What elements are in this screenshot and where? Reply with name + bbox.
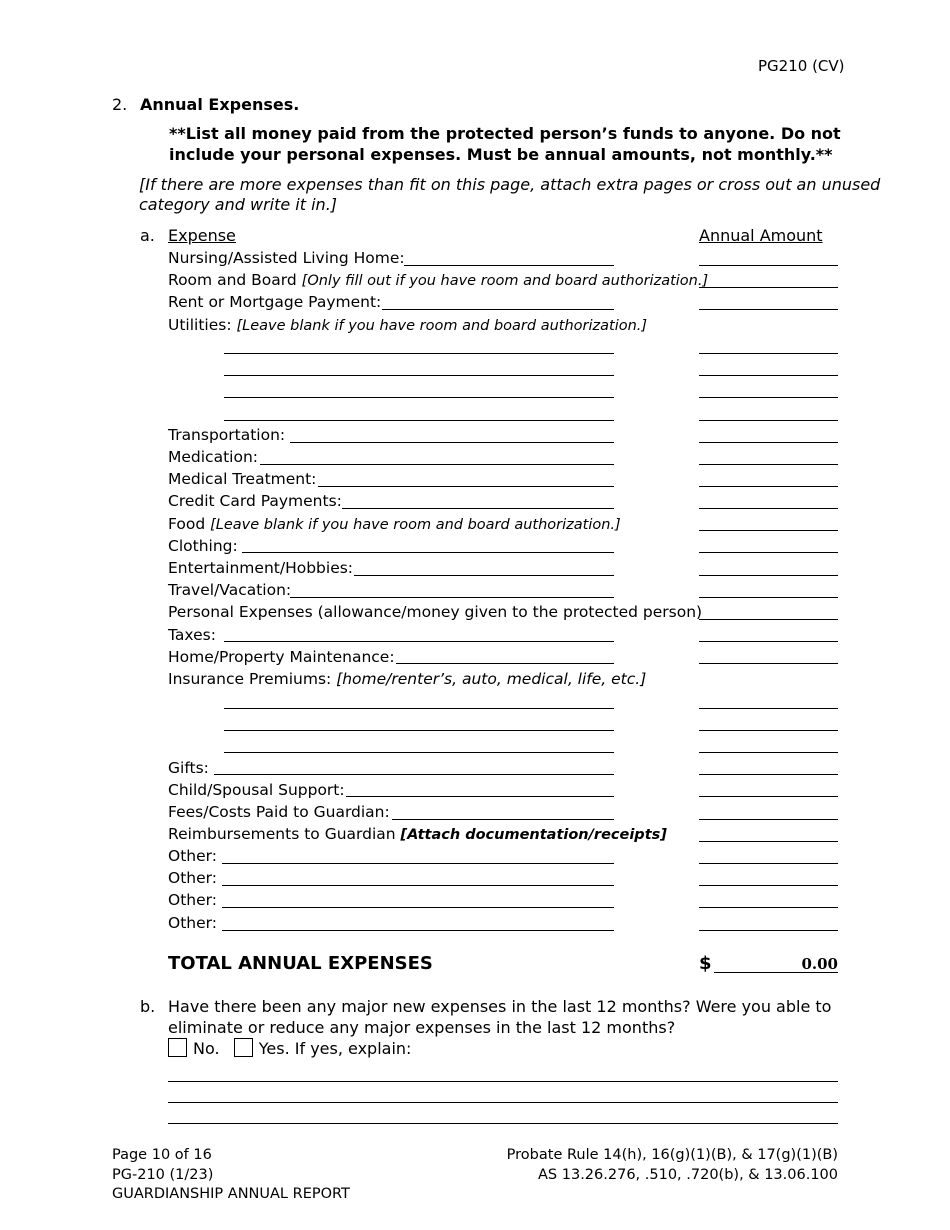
insurance-line-1[interactable] xyxy=(224,708,614,709)
footer-title: GUARDIANSHIP ANNUAL REPORT xyxy=(112,1186,350,1202)
clothing-amount-field[interactable] xyxy=(699,552,838,553)
explain-line-2[interactable] xyxy=(168,1102,838,1103)
medication-label: Medication: xyxy=(168,448,258,466)
child-support-amount-field[interactable] xyxy=(699,796,838,797)
other-label-3: Other: xyxy=(168,891,217,909)
utilities-note: [Leave blank if you have room and board authorization.] xyxy=(236,318,648,334)
reimbursements-note: [Attach documentation/receipts] xyxy=(400,827,667,843)
other-description-field-4[interactable] xyxy=(222,930,614,931)
personal-expenses-amount-field[interactable] xyxy=(699,619,838,620)
yes-label: Yes. If yes, explain: xyxy=(258,1039,412,1058)
reimbursements-label: Reimbursements to Guardian [Attach documentation/receipts] xyxy=(168,825,667,843)
clothing-description-field[interactable] xyxy=(242,552,614,553)
credit-card-amount-field[interactable] xyxy=(699,508,838,509)
utilities-line-1[interactable] xyxy=(224,353,614,354)
food-label: Food [Leave blank if you have room and board authorization.] xyxy=(168,515,621,533)
medical-treatment-description-field[interactable] xyxy=(318,486,614,487)
annual-amount-column-header: Annual Amount xyxy=(699,226,823,245)
transportation-label: Transportation: xyxy=(168,426,286,444)
other-label-1: Other: xyxy=(168,847,217,865)
taxes-label: Taxes: xyxy=(168,626,216,644)
insurance-amount-3[interactable] xyxy=(699,752,838,753)
fees-description-field[interactable] xyxy=(392,819,614,820)
nursing-description-field[interactable] xyxy=(404,265,614,266)
clothing-label: Clothing: xyxy=(168,537,238,555)
home-maintenance-description-field[interactable] xyxy=(396,663,614,664)
personal-expenses-label: Personal Expenses (allowance/money given to the protected person) xyxy=(168,603,703,621)
medical-treatment-label: Medical Treatment: xyxy=(168,470,317,488)
other-description-field-2[interactable] xyxy=(222,885,614,886)
other-amount-field-1[interactable] xyxy=(699,863,838,864)
travel-label: Travel/Vacation: xyxy=(168,581,292,599)
medical-treatment-amount-field[interactable] xyxy=(699,486,838,487)
part-b-question-line-2: eliminate or reduce any major expenses in the last 12 months? xyxy=(168,1018,676,1037)
other-description-field-1[interactable] xyxy=(222,863,614,864)
utilities-line-4[interactable] xyxy=(224,420,614,421)
home-maintenance-label: Home/Property Maintenance: xyxy=(168,648,395,666)
food-amount-field[interactable] xyxy=(699,530,838,531)
utilities-amount-4[interactable] xyxy=(699,420,838,421)
gifts-amount-field[interactable] xyxy=(699,774,838,775)
rent-label: Rent or Mortgage Payment: xyxy=(168,293,382,311)
explain-line-3[interactable] xyxy=(168,1123,838,1124)
fees-label: Fees/Costs Paid to Guardian: xyxy=(168,803,390,821)
utilities-line-3[interactable] xyxy=(224,397,614,398)
travel-description-field[interactable] xyxy=(290,597,614,598)
total-amount-value: 0.00 xyxy=(801,955,838,973)
reimbursements-amount-field[interactable] xyxy=(699,841,838,842)
footer-statutes: AS 13.26.276, .510, .720(b), & 13.06.100 xyxy=(538,1167,838,1183)
other-amount-field-4[interactable] xyxy=(699,930,838,931)
yes-checkbox[interactable] xyxy=(234,1038,253,1057)
taxes-amount-field[interactable] xyxy=(699,641,838,642)
rent-amount-field[interactable] xyxy=(699,309,838,310)
part-b-marker: b. xyxy=(140,997,156,1016)
child-support-description-field[interactable] xyxy=(346,796,614,797)
no-label: No. xyxy=(193,1039,220,1058)
utilities-amount-2[interactable] xyxy=(699,375,838,376)
insurance-note: [home/renter’s, auto, medical, life, etc.] xyxy=(336,670,647,688)
entertainment-label: Entertainment/Hobbies: xyxy=(168,559,354,577)
room-board-note: [Only fill out if you have room and board authorization.] xyxy=(301,273,709,289)
expense-column-header: Expense xyxy=(168,226,236,245)
total-label: TOTAL ANNUAL EXPENSES xyxy=(168,953,433,974)
credit-card-description-field[interactable] xyxy=(342,508,614,509)
other-amount-field-2[interactable] xyxy=(699,885,838,886)
insurance-amount-1[interactable] xyxy=(699,708,838,709)
part-a-marker: a. xyxy=(140,226,155,245)
entertainment-amount-field[interactable] xyxy=(699,575,838,576)
other-label-4: Other: xyxy=(168,914,217,932)
entertainment-description-field[interactable] xyxy=(354,575,614,576)
credit-card-label: Credit Card Payments: xyxy=(168,492,342,510)
room-board-label: Room and Board [Only fill out if you have room and board authorization.] xyxy=(168,271,709,289)
total-currency: $ xyxy=(699,953,712,974)
other-label-2: Other: xyxy=(168,869,217,887)
utilities-amount-3[interactable] xyxy=(699,397,838,398)
other-description-field-3[interactable] xyxy=(222,907,614,908)
child-support-label: Child/Spousal Support: xyxy=(168,781,345,799)
note-line-1: [If there are more expenses than fit on this page, attach extra pages or cross out an unused xyxy=(139,175,881,194)
explain-line-1[interactable] xyxy=(168,1081,838,1082)
part-b-question-line-1: Have there been any major new expenses in the last 12 months? Were you able to xyxy=(168,997,832,1016)
section-title: Annual Expenses. xyxy=(140,95,300,114)
insurance-line-3[interactable] xyxy=(224,752,614,753)
medication-description-field[interactable] xyxy=(260,464,614,465)
insurance-amount-2[interactable] xyxy=(699,730,838,731)
footer-page: Page 10 of 16 xyxy=(112,1147,212,1163)
gifts-label: Gifts: xyxy=(168,759,209,777)
instruction-line-1: **List all money paid from the protected person’s funds to anyone. Do not xyxy=(169,124,841,143)
food-note: [Leave blank if you have room and board authorization.] xyxy=(210,517,621,533)
nursing-amount-field[interactable] xyxy=(699,265,838,266)
section-number: 2. xyxy=(112,95,128,114)
instruction-line-2: include your personal expenses. Must be annual amounts, not monthly.** xyxy=(169,145,833,164)
utilities-amount-1[interactable] xyxy=(699,353,838,354)
home-maintenance-amount-field[interactable] xyxy=(699,663,838,664)
fees-amount-field[interactable] xyxy=(699,819,838,820)
room-board-amount-field[interactable] xyxy=(699,287,838,288)
rent-description-field[interactable] xyxy=(382,309,614,310)
travel-amount-field[interactable] xyxy=(699,597,838,598)
no-checkbox[interactable] xyxy=(168,1038,187,1057)
form-code: PG210 (CV) xyxy=(758,57,845,75)
transportation-amount-field[interactable] xyxy=(699,442,838,443)
footer-form: PG-210 (1/23) xyxy=(112,1167,214,1183)
nursing-label: Nursing/Assisted Living Home: xyxy=(168,249,405,267)
taxes-description-field[interactable] xyxy=(224,641,614,642)
transportation-description-field[interactable] xyxy=(290,442,614,443)
utilities-line-2[interactable] xyxy=(224,375,614,376)
footer-rules: Probate Rule 14(h), 16(g)(1)(B), & 17(g)(1)(B) xyxy=(506,1147,838,1163)
insurance-line-2[interactable] xyxy=(224,730,614,731)
note-line-2: category and write it in.] xyxy=(139,195,338,214)
part-b-answer-row xyxy=(168,1038,411,1059)
other-amount-field-3[interactable] xyxy=(699,907,838,908)
insurance-label: Insurance Premiums: [home/renter’s, auto, medical, life, etc.] xyxy=(168,670,647,688)
utilities-label: Utilities: [Leave blank if you have room and board authorization.] xyxy=(168,316,648,334)
gifts-description-field[interactable] xyxy=(214,774,614,775)
medication-amount-field[interactable] xyxy=(699,464,838,465)
